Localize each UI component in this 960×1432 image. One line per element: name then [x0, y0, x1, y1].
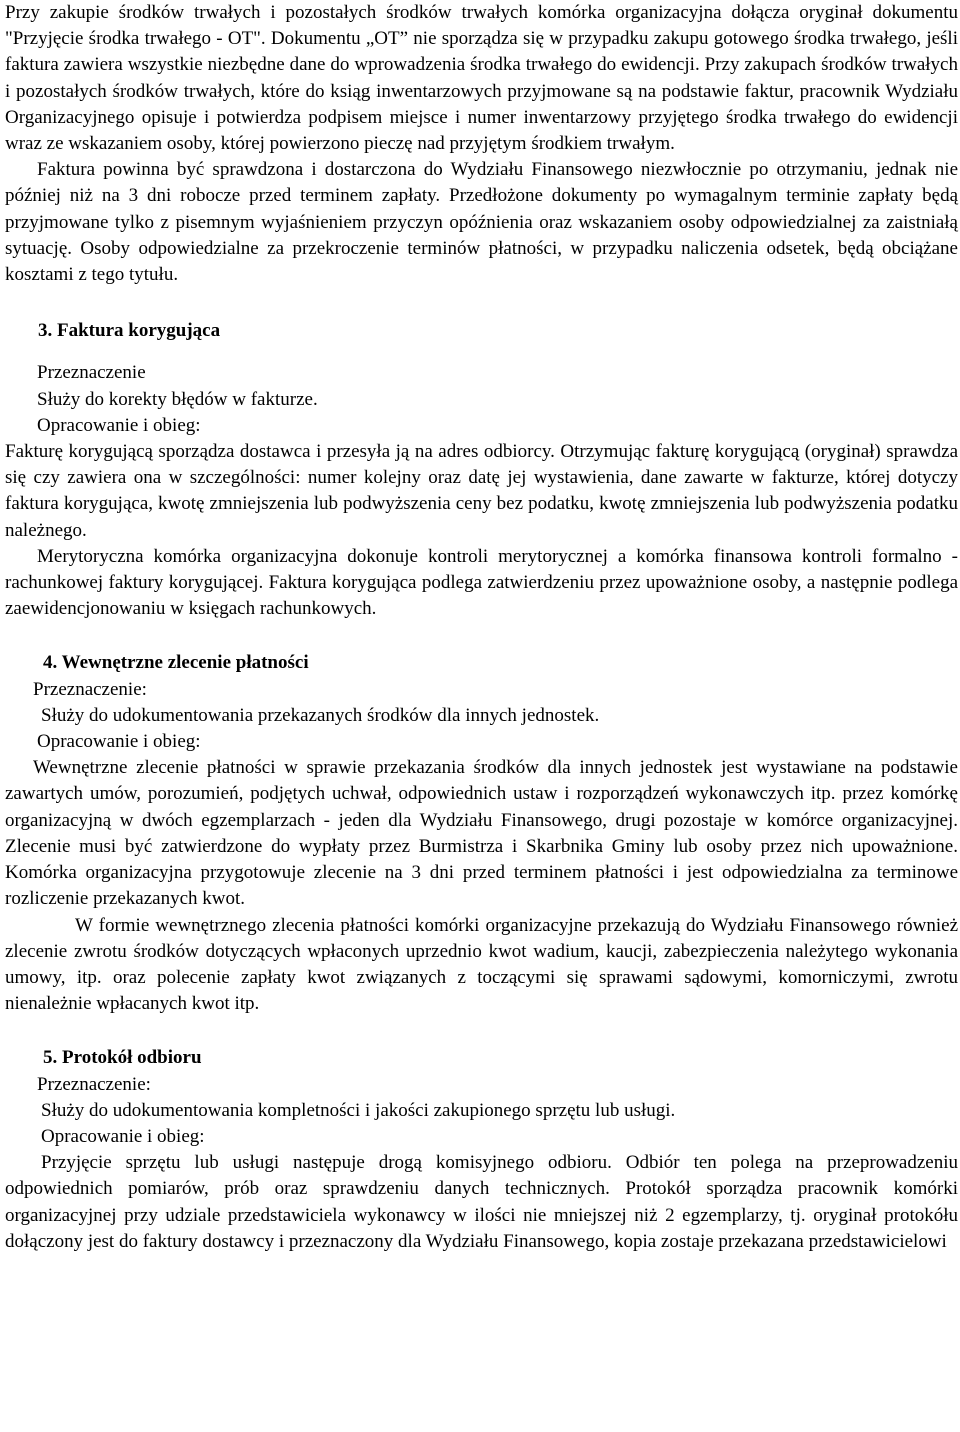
section-4-purpose-label: Przeznaczenie: — [33, 678, 147, 700]
section-4-purpose-text: Służy do udokumentowania przekazanych środków dla innych jednostek. — [41, 704, 600, 726]
section-5-process-label: Opracowanie i obieg: — [41, 1125, 205, 1147]
section-4-heading: 4. Wewnętrzne zlecenie płatności — [43, 652, 309, 674]
section-3-paragraph-2: Merytoryczna komórka organizacyjna dokonuje kontroli merytorycznej a komórka finansowa kontroli formalno - rachunkowej faktury korygującej. Faktura korygująca podlega zatwierdzeniu przez upoważnione osoby, a następnie podlega zaewidencjonowaniu w księgach rachunkowych. — [5, 545, 958, 620]
intro-paragraph-2: Faktura powinna być sprawdzona i dostarczona do Wydziału Finansowego niezwłocznie po otrzymaniu, jednak nie później niż na 3 dni robocze przed terminem zapłaty. Przedłożone dokumenty po wymagalnym terminie zapłaty będą przyjmowane tylko z pisemnym wyjaśnieniem przyczyn opóźnienia oraz wskazaniem osoby odpowiedzialnej za zaistniałą sytuację. Osoby odpowiedzialne za przekroczenie terminów płatności, w przypadku naliczenia odsetek, będą obciążane kosztami z tego tytułu. — [5, 159, 958, 286]
section-3-purpose-label: Przeznaczenie — [37, 362, 146, 384]
section-3-process-label: Opracowanie i obieg: — [37, 414, 201, 436]
intro-paragraph-1: Przy zakupie środków trwałych i pozostałych środków trwałych komórka organizacyjna dołącza oryginał dokumentu "Przyjęcie środka trwałego - OT". Dokumentu „OT” nie sporządza się w przypadku zakupu gotowego środka trwałego, jeśli faktura zawiera wszystkie niezbędne dane do wprowadzenia środka trwałego do ewidencji. Przy zakupach środków trwałych i pozostałych środków trwałych, które do ksiąg inwentarzowych przyjmowane są na podstawie faktur, pracownik Wydziału Organizacyjnego opisuje i potwierdza podpisem miejsce i numer inwentarzowy przyjętego środka trwałego do ewidencji wraz ze wskazaniem osoby, której powierzono pieczę nad przyjętym środkiem trwałym. — [5, 2, 958, 155]
section-3-paragraph-1: Fakturę korygującą sporządza dostawca i przesyła ją na adres odbiorcy. Otrzymując fakturę korygującą (oryginał) sprawdza się czy zawiera ona w szczególności: numer kolejny oraz datę jej wystawienia, dane zawarte w fakturze, której dotyczy faktura korygująca, kwotę zmniejszenia lub podwyższenia ceny bez podatku, kwotę zmniejszenia lub podwyższenia podatku należnego. — [5, 441, 958, 541]
section-4-paragraph-1: Wewnętrzne zlecenie płatności w sprawie przekazania środków dla innych jednostek jest wystawiane na podstawie zawartych umów, porozumień, podjętych uchwał, odpowiednich ustaw i rozporządzeń wykonawczych itp. przez komórkę organizacyjną w dwóch egzemplarzach - jeden dla Wydziału Finansowego, drugi pozostaje w komórce organizacyjnej. Zlecenie musi być zatwierdzone do wypłaty przez Burmistrza i Skarbnika Gminy lub osoby przez nich upoważnione. Komórka organizacyjna przygotowuje zlecenie na 3 dni przed terminem płatności i jest odpowiedzialna za terminowe rozliczenie przekazanych kwot. — [5, 757, 958, 910]
section-3-heading: 3. Faktura korygująca — [38, 320, 221, 342]
section-5-paragraph-1: Przyjęcie sprzętu lub usługi następuje drogą komisyjnego odbioru. Odbiór ten polega na przeprowadzeniu odpowiednich pomiarów, prób oraz sprawdzeniu danych technicznych. Protokół sporządza pracownik komórki organizacyjnej przy udziale przedstawiciela wykonawcy w ilości nie mniejszej niż 2 egzemplarzy, tj. oryginał protokółu dołączony jest do faktury dostawcy i przeznaczony dla Wydziału Finansowego, kopia zostaje przekazana przedstawicielowi — [5, 1152, 958, 1252]
section-4-process-label: Opracowanie i obieg: — [37, 731, 201, 753]
document-page — [5, 0, 958, 1255]
section-3-purpose-text: Służy do korekty błędów w fakturze. — [37, 388, 318, 410]
section-5-purpose-label: Przeznaczenie: — [37, 1073, 151, 1095]
section-4-paragraph-2: W formie wewnętrznego zlecenia płatności komórki organizacyjne przekazują do Wydziału Finansowego również zlecenie zwrotu środków dotyczących wpłaconych uprzednio kwot wadium, kaucji, zabezpieczenia należytego wykonania umowy, itp. oraz polecenie zapłaty kwot związanych z toczącymi się sprawami sądowymi, komorniczymi, zwrotu nienależnie wpłacanych kwot itp. — [5, 914, 958, 1015]
section-5-purpose-text: Służy do udokumentowania kompletności i jakości zakupionego sprzętu lub usługi. — [41, 1099, 676, 1121]
section-5-heading: 5. Protokół odbioru — [43, 1047, 202, 1069]
